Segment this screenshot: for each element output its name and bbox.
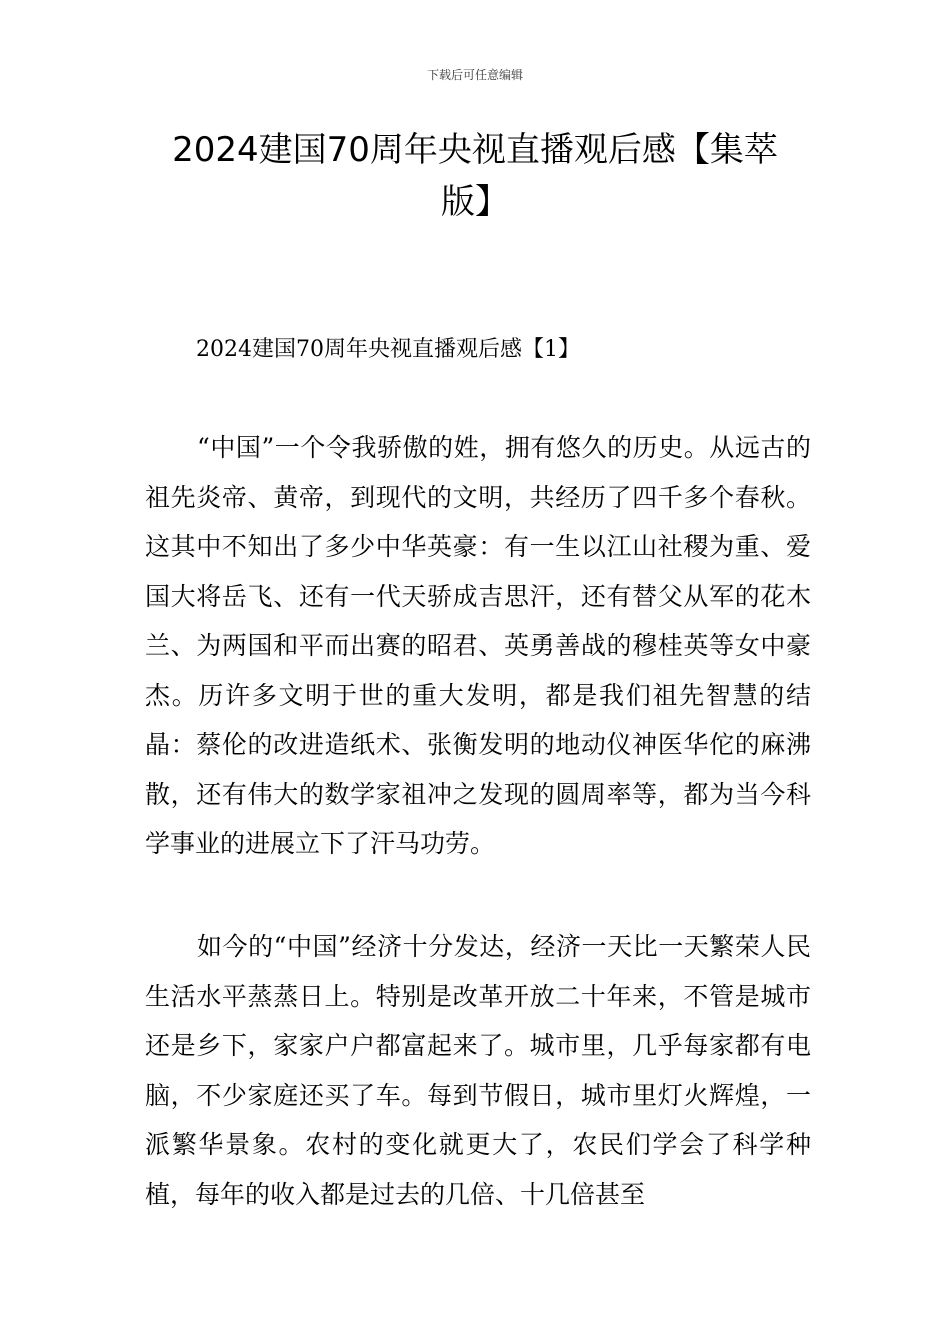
body-paragraph: “中国”一个令我骄傲的姓，拥有悠久的历史。从远古的祖先炎帝、黄帝，到现代的文明，共经历了四千多个春秋。这其中不知出了多少中华英豪：有一生以江山社稷为重、爱国大将岳飞、还有一代天骄成吉思汗，还有替父从军的花木兰、为两国和平而出赛的昭君、英勇善战的穆桂英等女中豪杰。历许多文明于世的重大发明，都是我们祖先智慧的结晶：蔡伦的改进造纸术、张衡发明的地动仪神医华佗的麻沸散，还有伟大的数学家祖冲之发现的圆周率等，都为当今科学事业的进展立下了汗马功劳。 xyxy=(145,433,811,858)
document-title: 2024建国70周年央视直播观后感【集萃版】 xyxy=(172,130,778,222)
header-note: 下载后可任意编辑 xyxy=(426,68,523,82)
body-paragraph: 如今的“中国”经济十分发达，经济一天比一天繁荣人民生活水平蒸蒸日上。特别是改革开放二十年来，不管是城市还是乡下，家家户户都富起来了。城市里，几乎每家都有电脑，不少家庭还买了车。每到节假日，城市里灯火辉煌，一派繁华景象。农村的变化就更大了，农民们学会了科学种植，每年的收入都是过去的几倍、十几倍甚至 xyxy=(145,932,811,1209)
section-heading: 2024建国70周年央视直播观后感【1】 xyxy=(196,337,580,362)
